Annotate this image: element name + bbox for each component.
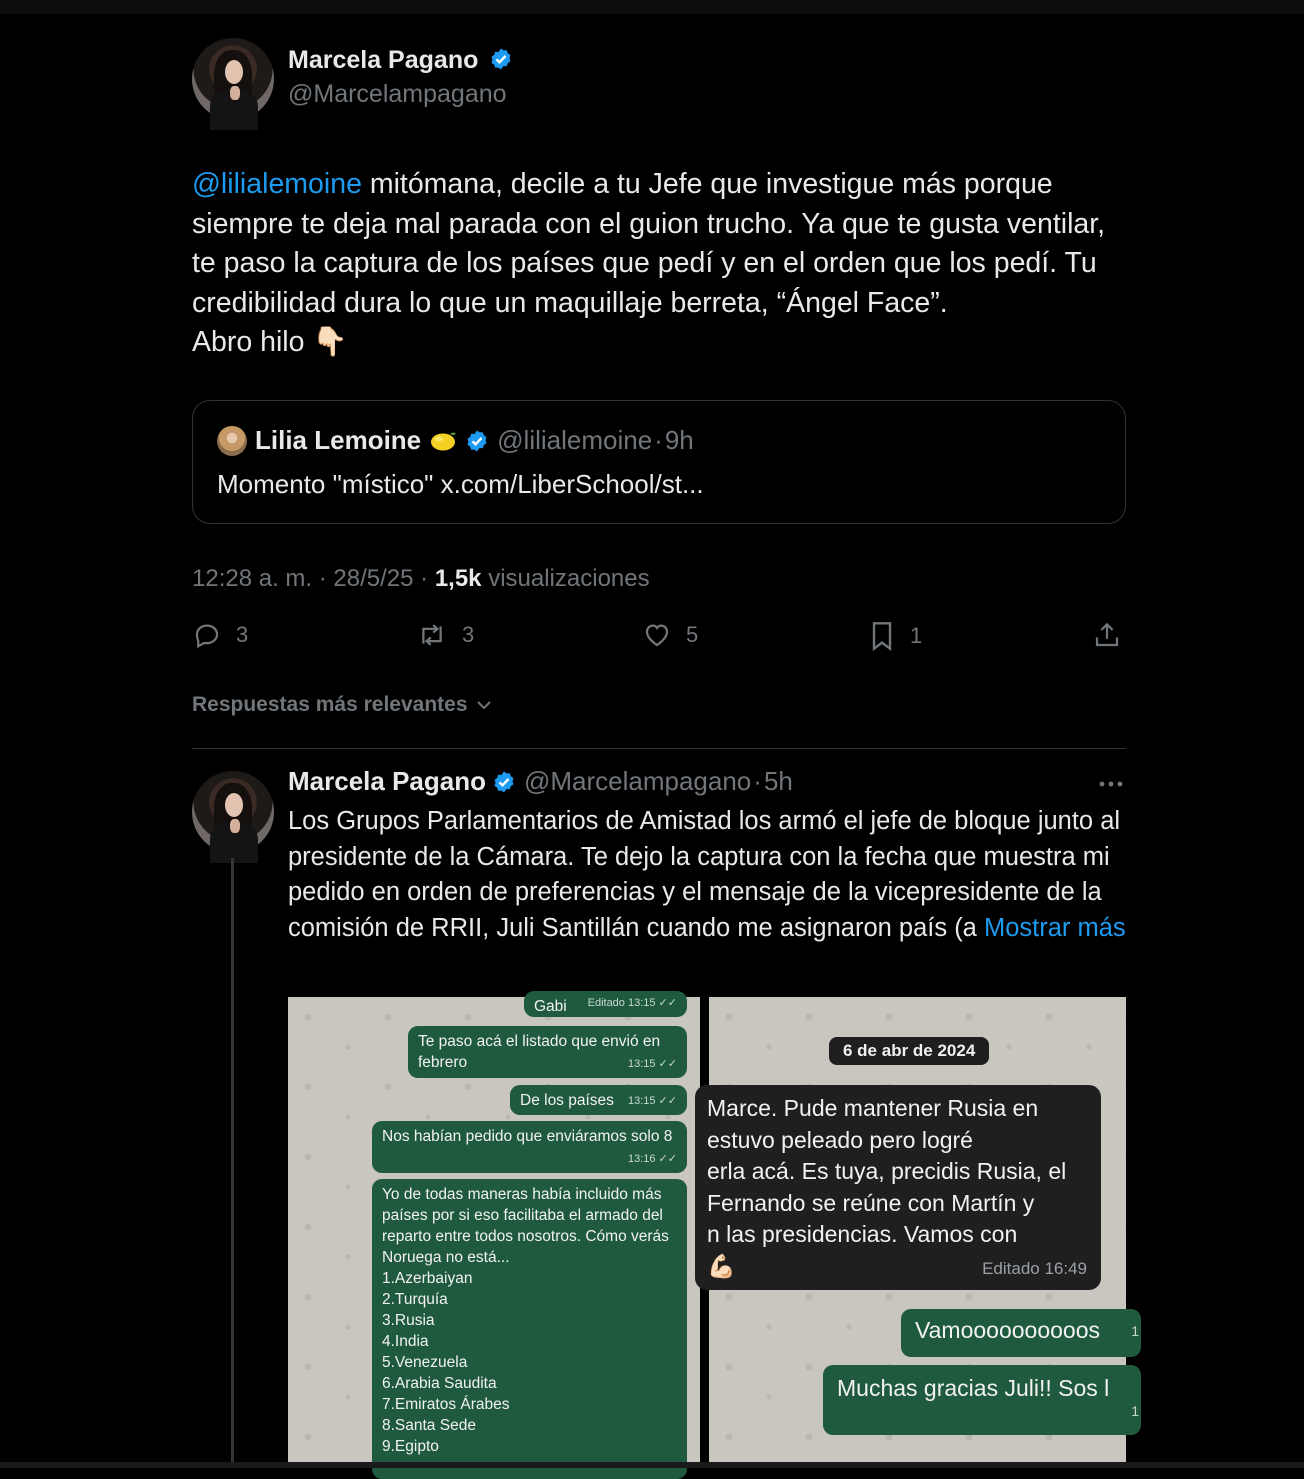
country-item: 8.Santa Sede [382, 1417, 476, 1434]
chat-bubble-country-list [372, 1179, 687, 1479]
country-item: 4.India [382, 1333, 429, 1350]
top-window-bar [0, 0, 1304, 14]
chat-bubble [524, 991, 687, 1017]
whatsapp-screenshot-right[interactable] [707, 997, 1139, 1468]
tweet-text [192, 165, 1132, 363]
verified-badge-icon [489, 47, 513, 71]
chat-line: Marce. Pude mantener Rusia en [707, 1095, 1039, 1121]
reply-time[interactable]: 5h [763, 766, 793, 796]
reply-icon [192, 620, 222, 650]
repost-count: 3 [462, 622, 475, 647]
author-avatar[interactable] [192, 38, 274, 120]
views-label: visualizaciones [481, 565, 650, 592]
reply-author-handle[interactable]: @Marcelampagano [523, 766, 752, 796]
quoted-separator: · [654, 425, 663, 455]
quoted-author-handle[interactable]: @lilialemoine [497, 425, 653, 455]
tweet-text-body: mitómana, decile a tu Jefe que investigue más porque siempre te deja mal parada con el guion trucho. Ya que te gusta ventilar, te paso la captura de los países que pedí y en el orden que los pedí. Tu credibilidad dura lo que un maquillaje berreta, “Ángel Face”. [192, 168, 1106, 319]
quoted-tweet-card[interactable] [192, 400, 1126, 524]
like-button[interactable] [642, 620, 698, 650]
quoted-author-name[interactable]: Lilia Lemoine [255, 425, 422, 455]
show-more-link[interactable]: Mostrar más [983, 913, 1126, 942]
chat-bubble-text: Muchas gracias Juli!! Sos l [837, 1375, 1110, 1401]
chat-bubble-time: 1 [1131, 1402, 1139, 1419]
chat-bubble-text: De los países [520, 1092, 614, 1109]
chat-bubble-sent [823, 1365, 1141, 1435]
chat-bubble-text: Yo de todas maneras había incluido más países por si eso facilitaba el armado del reparto entre todos nosotros. Cómo verás Noruega no está... [382, 1186, 669, 1266]
country-item: 9.Egipto [382, 1438, 439, 1455]
quoted-verified-badge-icon [465, 429, 489, 453]
more-options-icon[interactable] [1098, 778, 1124, 790]
chat-bubble-text: Gabi [534, 998, 567, 1015]
chat-bubble [372, 1121, 687, 1173]
bottom-window-bar [0, 1462, 1304, 1468]
reply-text-body: Los Grupos Parlamentarios de Amistad los armó el jefe de bloque junto al presidente de la Cámara. Te dejo la captura con la fecha que muestra mi pedido en orden de preferencias y el mensaje de la vicepresidente de la comisión de RRII, Juli Santillán cuando me asignaron país (a [288, 807, 1121, 942]
chat-bubble [408, 1026, 687, 1078]
chat-bubble-received [695, 1085, 1101, 1290]
chat-bubble-time: 1 [1131, 1322, 1139, 1339]
chat-bubble-time: 13:15 ✓✓ [627, 1058, 677, 1070]
chat-bubble-time: 13:15 ✓✓ [627, 1095, 677, 1107]
replies-sort-dropdown[interactable] [192, 693, 494, 717]
reply-author-avatar[interactable] [192, 771, 274, 853]
country-item: 1.Azerbaiyan [382, 1270, 473, 1287]
quoted-time[interactable]: 9h [664, 425, 694, 455]
share-button[interactable] [1092, 620, 1136, 650]
chat-bubble-text: Vamoooooooooos [915, 1317, 1100, 1343]
reply-button[interactable] [192, 620, 248, 650]
bookmark-button[interactable] [868, 620, 922, 652]
chat-bubble [510, 1085, 687, 1115]
chat-bubble-text: Nos habían pedido que enviáramos solo 8 [382, 1128, 673, 1145]
tweet-date[interactable]: 28/5/25 [333, 565, 414, 592]
date-chip: 6 de abr de 2024 [829, 1037, 989, 1065]
views-count: 1,5k [434, 565, 482, 592]
chat-bubble-time: 13:16 ✓✓ [627, 1153, 677, 1165]
flexed-biceps-emoji-icon: 💪🏻 [707, 1252, 736, 1279]
chat-line: Fernando se reúne con Martín y [707, 1189, 1035, 1216]
reply-count: 3 [236, 622, 249, 647]
tweet-meta [192, 565, 650, 593]
chat-bubble-time: Editado 13:15 ✓✓ [587, 997, 677, 1009]
chat-line: erla acá. Es tuya, precidis Rusia, el [707, 1158, 1067, 1184]
author-name[interactable]: Marcela Pagano [288, 46, 479, 74]
thread-line [231, 858, 234, 1468]
meta-separator: · [312, 565, 334, 592]
tweet-text-thread-note: Abro hilo 👇🏻 [192, 326, 348, 358]
chat-bubble-time: Editado 16:49 [982, 1258, 1087, 1278]
chevron-down-icon [474, 695, 494, 715]
mention-link[interactable]: @lilialemoine [192, 168, 362, 200]
reply-author-name[interactable]: Marcela Pagano [288, 766, 486, 796]
whatsapp-screenshot-left[interactable] [288, 997, 701, 1468]
like-count: 5 [686, 622, 699, 647]
country-item: 7.Emiratos Árabes [382, 1396, 510, 1413]
country-item: 3.Rusia [382, 1312, 435, 1329]
author-name-row[interactable] [288, 46, 513, 75]
chat-line: estuvo peleado pero logré [707, 1126, 973, 1153]
quoted-author-avatar[interactable] [217, 426, 247, 456]
meta-separator: · [413, 565, 435, 592]
reply-separator: · [753, 766, 762, 796]
sort-label: Respuestas más relevantes [192, 693, 468, 716]
share-icon [1092, 620, 1122, 650]
heart-icon [642, 620, 672, 650]
repost-icon [416, 620, 448, 650]
quoted-tweet-text: Momento "místico" x.com/LiberSchool/st... [217, 469, 704, 499]
chat-bubble-text: Te paso acá el listado que envió en febrero [418, 1033, 661, 1071]
author-handle[interactable]: @Marcelampagano [288, 80, 507, 108]
divider [192, 748, 1126, 749]
country-item: 5.Venezuela [382, 1354, 468, 1371]
reply-text [288, 804, 1133, 946]
reply-header [288, 766, 793, 797]
reply-verified-badge-icon [492, 770, 516, 794]
country-item: 2.Turquía [382, 1291, 448, 1308]
chat-line: n las presidencias. Vamos con [707, 1221, 1018, 1247]
action-bar [192, 620, 1126, 656]
bookmark-count: 1 [910, 623, 923, 648]
lemon-emoji-icon [429, 430, 457, 452]
chat-bubble-sent [901, 1309, 1141, 1357]
repost-button[interactable] [416, 620, 474, 650]
reply-media[interactable] [288, 997, 1139, 1468]
bookmark-icon [868, 620, 896, 652]
tweet-time[interactable]: 12:28 a. m. [192, 565, 313, 592]
country-item: 6.Arabia Saudita [382, 1375, 497, 1392]
